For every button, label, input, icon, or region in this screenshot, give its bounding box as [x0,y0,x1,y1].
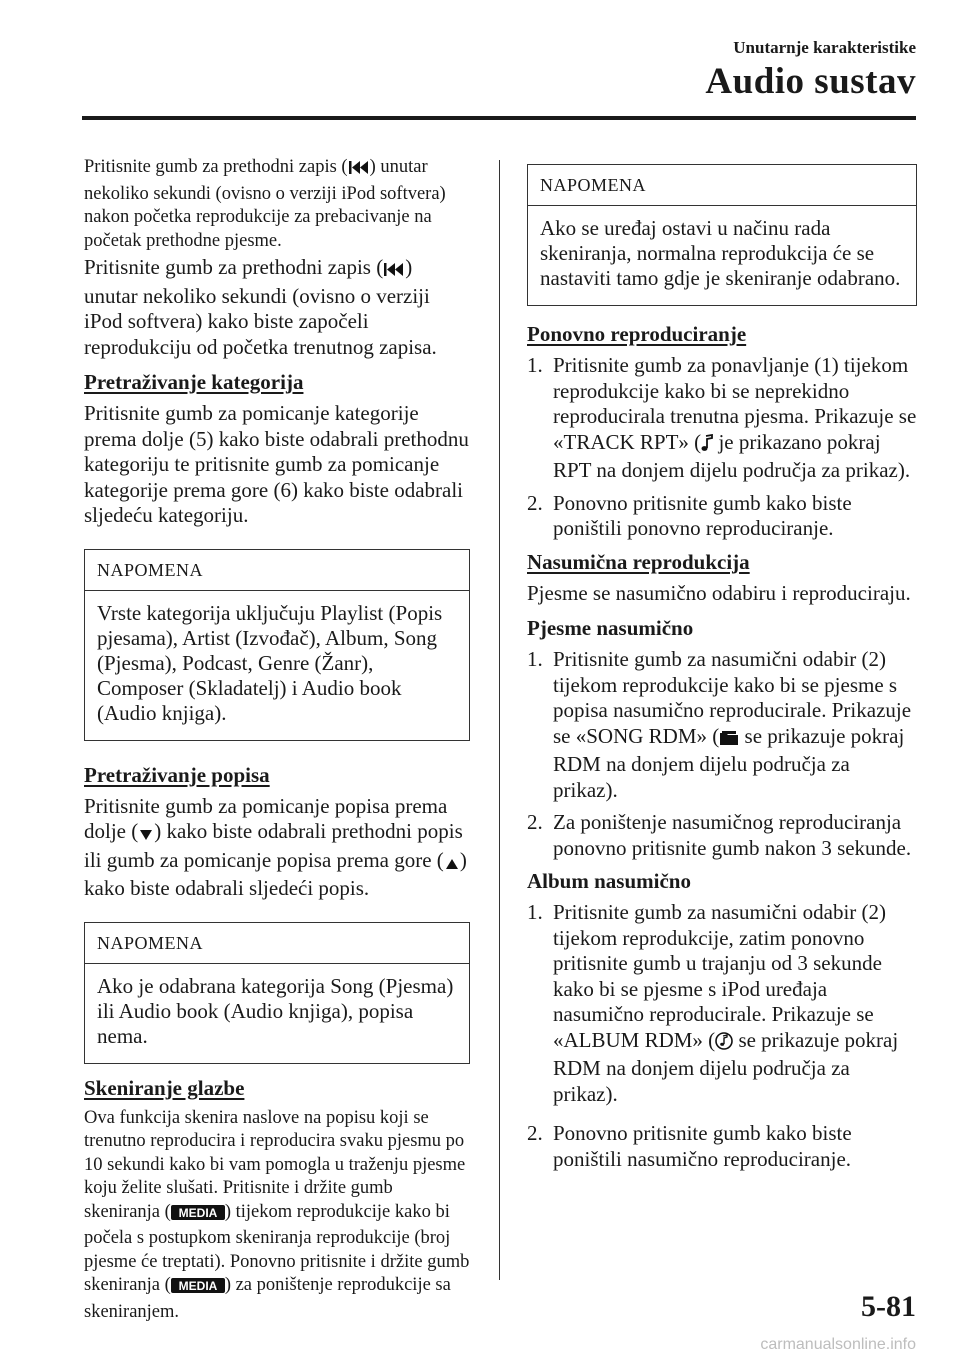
heading-category-search: Pretraživanje kategorija [84,370,304,394]
list-item [527,1121,917,1172]
paragraph-scan [84,1107,470,1325]
text: Ponovno pritisnite gumb kako biste poništili ponovno reproduciranje. [553,490,852,540]
album-random-steps [527,900,917,1172]
note-body: Ako se uređaj ostavi u načinu rada skeniranja, normalna reprodukcija će se nastaviti tamo gdje je skeniranje odabrano. [540,216,901,290]
svg-text:MEDIA: MEDIA [178,1279,218,1293]
triangle-down-icon [138,822,154,848]
note-box-scan [527,164,917,306]
section-label: Unutarnje karakteristike [733,38,916,57]
step-number: 1. [527,353,543,377]
text: ) za poništenje reprodukcije sa skeniranjem. [84,1275,451,1322]
text: Pritisnite gumb za prethodni zapis ( [84,157,348,177]
text: se prikazuje pokraj RDM na donjem dijelu područja za prikaz). [553,723,905,802]
heading-list-search: Pretraživanje popisa [84,762,270,787]
paragraph-list [84,794,470,902]
paragraph-category: Pritisnite gumb za pomicanje kategorije prema dolje (5) kako biste odabrali prethodnu kategoriju te pritisnite gumb za pomicanje kategorije prema gore (6) kako biste odabrali sljedeću kategoriju. [84,401,469,527]
svg-text:MEDIA: MEDIA [178,1205,218,1220]
paragraph-prev-track-2 [84,255,470,360]
note-body: Vrste kategorija uključuju Playlist (Popis pjesama), Artist (Izvođač), Album, Song (Pjesma), Podcast, Genre (Žanr), Composer (Skladatelj) i Audio book (Audio knjiga). [97,600,443,725]
prev-track-icon [348,159,370,183]
step-number: 2. [527,1121,543,1145]
list-item [527,353,917,484]
column-divider [499,160,500,1280]
header-rule [82,116,916,120]
media-button-icon [171,1204,225,1228]
step-number: 1. [527,900,543,924]
text: Pritisnite gumb za nasumični odabir (2) tijekom reprodukcije, zatim ponovno pritisnite gumb u trajanju od 3 sekunde kako bi se pjesme s iPod uređaja nasumično reproducirale. Prikazuje se «ALBUM RDM» ( [553,900,887,1052]
text: ) tijekom reprodukcije kako bi počela s postupkom skeniranja reprodukcije (broj pjesme će treptati). Ponovno pritisnite i držite gumb skeniranja ( [84,1201,470,1295]
note-box-list [84,922,470,1064]
subheading-songs-random: Pjesme nasumično [527,616,694,640]
text: Pritisnite gumb za pomicanje popisa prema dolje ( [84,793,448,843]
repeat-steps [527,353,917,542]
text: Ova funkcija skenira naslove na popisu koji se trenutno reproducira i reproducira svaku pjesmu po 10 sekundi kako bi vam pomogla u traženju pjesme koju želite slušati. Pritisnite i držite gumb skeniranja ( [84,1107,466,1222]
heading-random: Nasumična reprodukcija [527,549,750,574]
left-column [84,156,470,1324]
text: ) unutar nekoliko sekundi (ovisno o verziji iPod softvera) nakon početka reprodukcije za prebacivanje na početak prethodne pjesme. [84,157,446,251]
folder-icon [719,727,739,753]
text: Pritisnite gumb za prethodni zapis ( [84,255,384,279]
triangle-up-icon [444,851,460,877]
disc-icon [715,1031,733,1057]
paragraph-random: Pjesme se nasumično odabiru i reproduciraju. [527,580,911,605]
songs-random-steps [527,647,917,861]
prev-track-icon [383,258,405,284]
text: ) kako biste odabrali prethodni popis ili gumb za pomicanje popisa prema gore ( [84,819,463,872]
text: Za poništenje nasumičnog reproduciranja ponovno pritisnite gumb nakon 3 sekunde. [553,810,912,860]
right-column [527,164,917,1179]
music-note-icon [701,433,713,459]
step-number: 1. [527,647,543,671]
list-item [527,900,917,1107]
step-number: 2. [527,810,543,834]
heading-repeat: Ponovno reproduciranje [527,322,747,346]
list-item [527,491,917,542]
text: ) kako biste odabrali sljedeći popis. [84,847,467,900]
note-title: NAPOMENA [85,550,469,591]
text: Pritisnite gumb za ponavljanje (1) tijekom reprodukcije kako bi se neprekidno reproducirala trenutna pjesma. Prikazuje se «TRACK RPT» ( [553,353,917,454]
media-button-icon [171,1277,225,1301]
list-item [527,647,917,803]
step-number: 2. [527,490,543,515]
paragraph-prev-track-1 [84,156,470,253]
note-body: Ako je odabrana kategorija Song (Pjesma) ili Audio book (Audio knjiga), popisa nema. [97,973,454,1048]
note-box-categories [84,549,470,741]
page-title: Audio sustav [705,61,916,102]
watermark: carmanualsonline.info [760,1336,916,1353]
note-title: NAPOMENA [85,923,469,964]
text: je prikazano pokraj RPT na donjem dijelu područja za prikaz). [553,429,911,482]
text: ) unutar nekoliko sekundi (ovisno o verziji iPod softvera) kako biste započeli reprodukciju od početka trenutnog zapisa. [84,255,437,359]
page-number: 5-81 [861,1290,916,1323]
text: Ponovno pritisnite gumb kako biste poništili nasumično reproduciranje. [553,1121,852,1171]
note-title: NAPOMENA [528,165,916,206]
text: se prikazuje pokraj RDM na donjem dijelu područja za prikaz). [553,1027,899,1106]
subheading-album-random: Album nasumično [527,869,691,893]
text: Pritisnite gumb za nasumični odabir (2) tijekom reprodukcije kako bi se pjesme s popisa nasumično reproducirale. Prikazuje se «SONG RDM» ( [553,647,912,748]
heading-music-scan: Skeniranje glazbe [84,1075,245,1100]
list-item [527,810,917,861]
